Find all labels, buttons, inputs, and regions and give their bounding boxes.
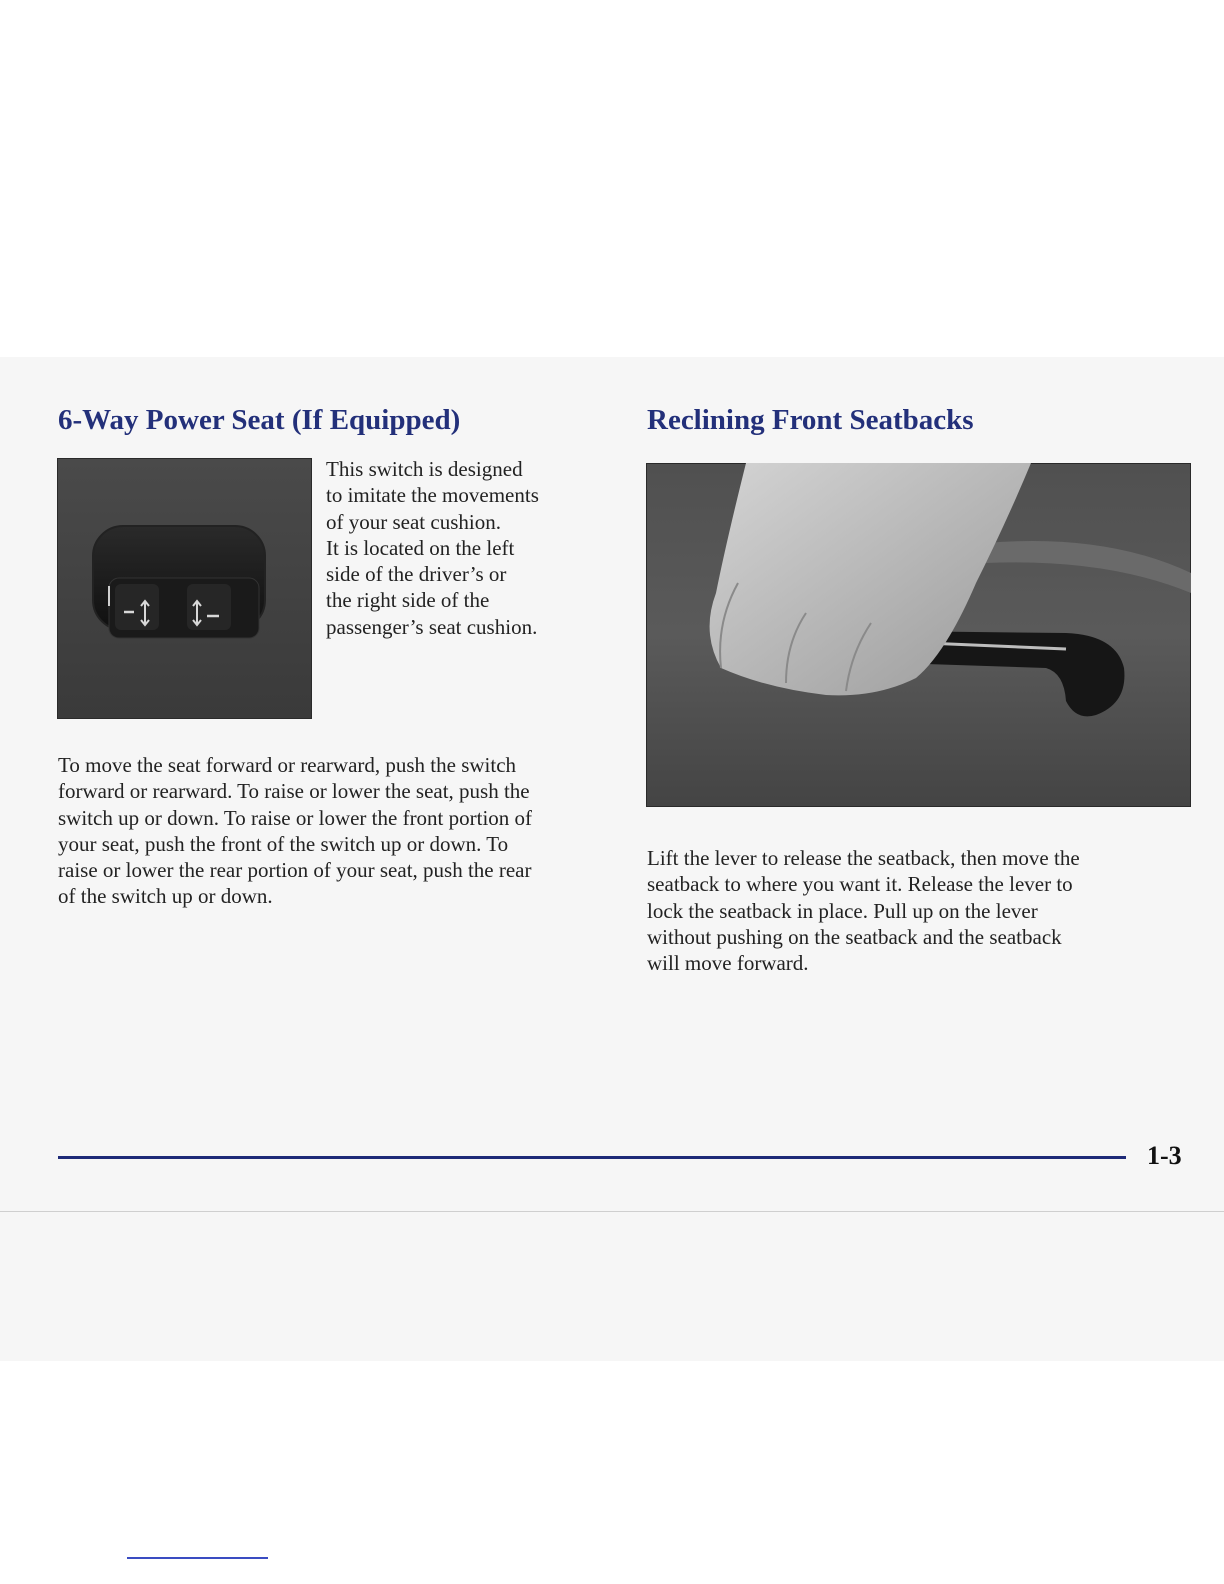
power-seat-switch-photo [57, 458, 312, 719]
switch-description [326, 456, 539, 640]
power-seat-heading: 6-Way Power Seat (If Equipped) [58, 404, 461, 436]
page-edge-line [0, 1211, 1224, 1212]
caption-line: the right side of the [326, 588, 490, 613]
body-line: forward or rearward. To raise or lower the seat, push the [58, 779, 530, 804]
body-line: seatback to where you want it. Release the lever to [647, 872, 1073, 897]
body-line: without pushing on the seatback and the seatback [647, 924, 1062, 949]
seatback-lever-photo [646, 463, 1191, 807]
caption-line: to imitate the movements [326, 483, 539, 508]
bottom-mark [127, 1557, 268, 1559]
body-line: of the switch up or down. [58, 884, 273, 909]
caption-line: It is located on the left [326, 535, 515, 560]
page-number: 1-3 [1147, 1141, 1182, 1170]
reclining-seatbacks-heading: Reclining Front Seatbacks [647, 404, 974, 436]
body-line: lock the seatback in place. Pull up on the lever [647, 898, 1038, 923]
footer-rule [58, 1156, 1126, 1159]
power-seat-instructions [58, 752, 532, 910]
seatback-instructions [647, 845, 1080, 976]
caption-line: This switch is designed [326, 457, 523, 481]
body-line: switch up or down. To raise or lower the front portion of [58, 805, 533, 830]
caption-line: side of the driver’s or [326, 562, 507, 587]
body-line: will move forward. [647, 951, 809, 976]
body-line: Lift the lever to release the seatback, then move the [647, 846, 1080, 870]
body-line: your seat, push the front of the switch up or down. To [58, 831, 509, 856]
caption-line: of your seat cushion. [326, 509, 501, 534]
body-line: To move the seat forward or rearward, push the switch [58, 753, 517, 777]
body-line: raise or lower the rear portion of your seat, push the rear [58, 858, 532, 883]
caption-line: passenger’s seat cushion. [326, 614, 538, 639]
